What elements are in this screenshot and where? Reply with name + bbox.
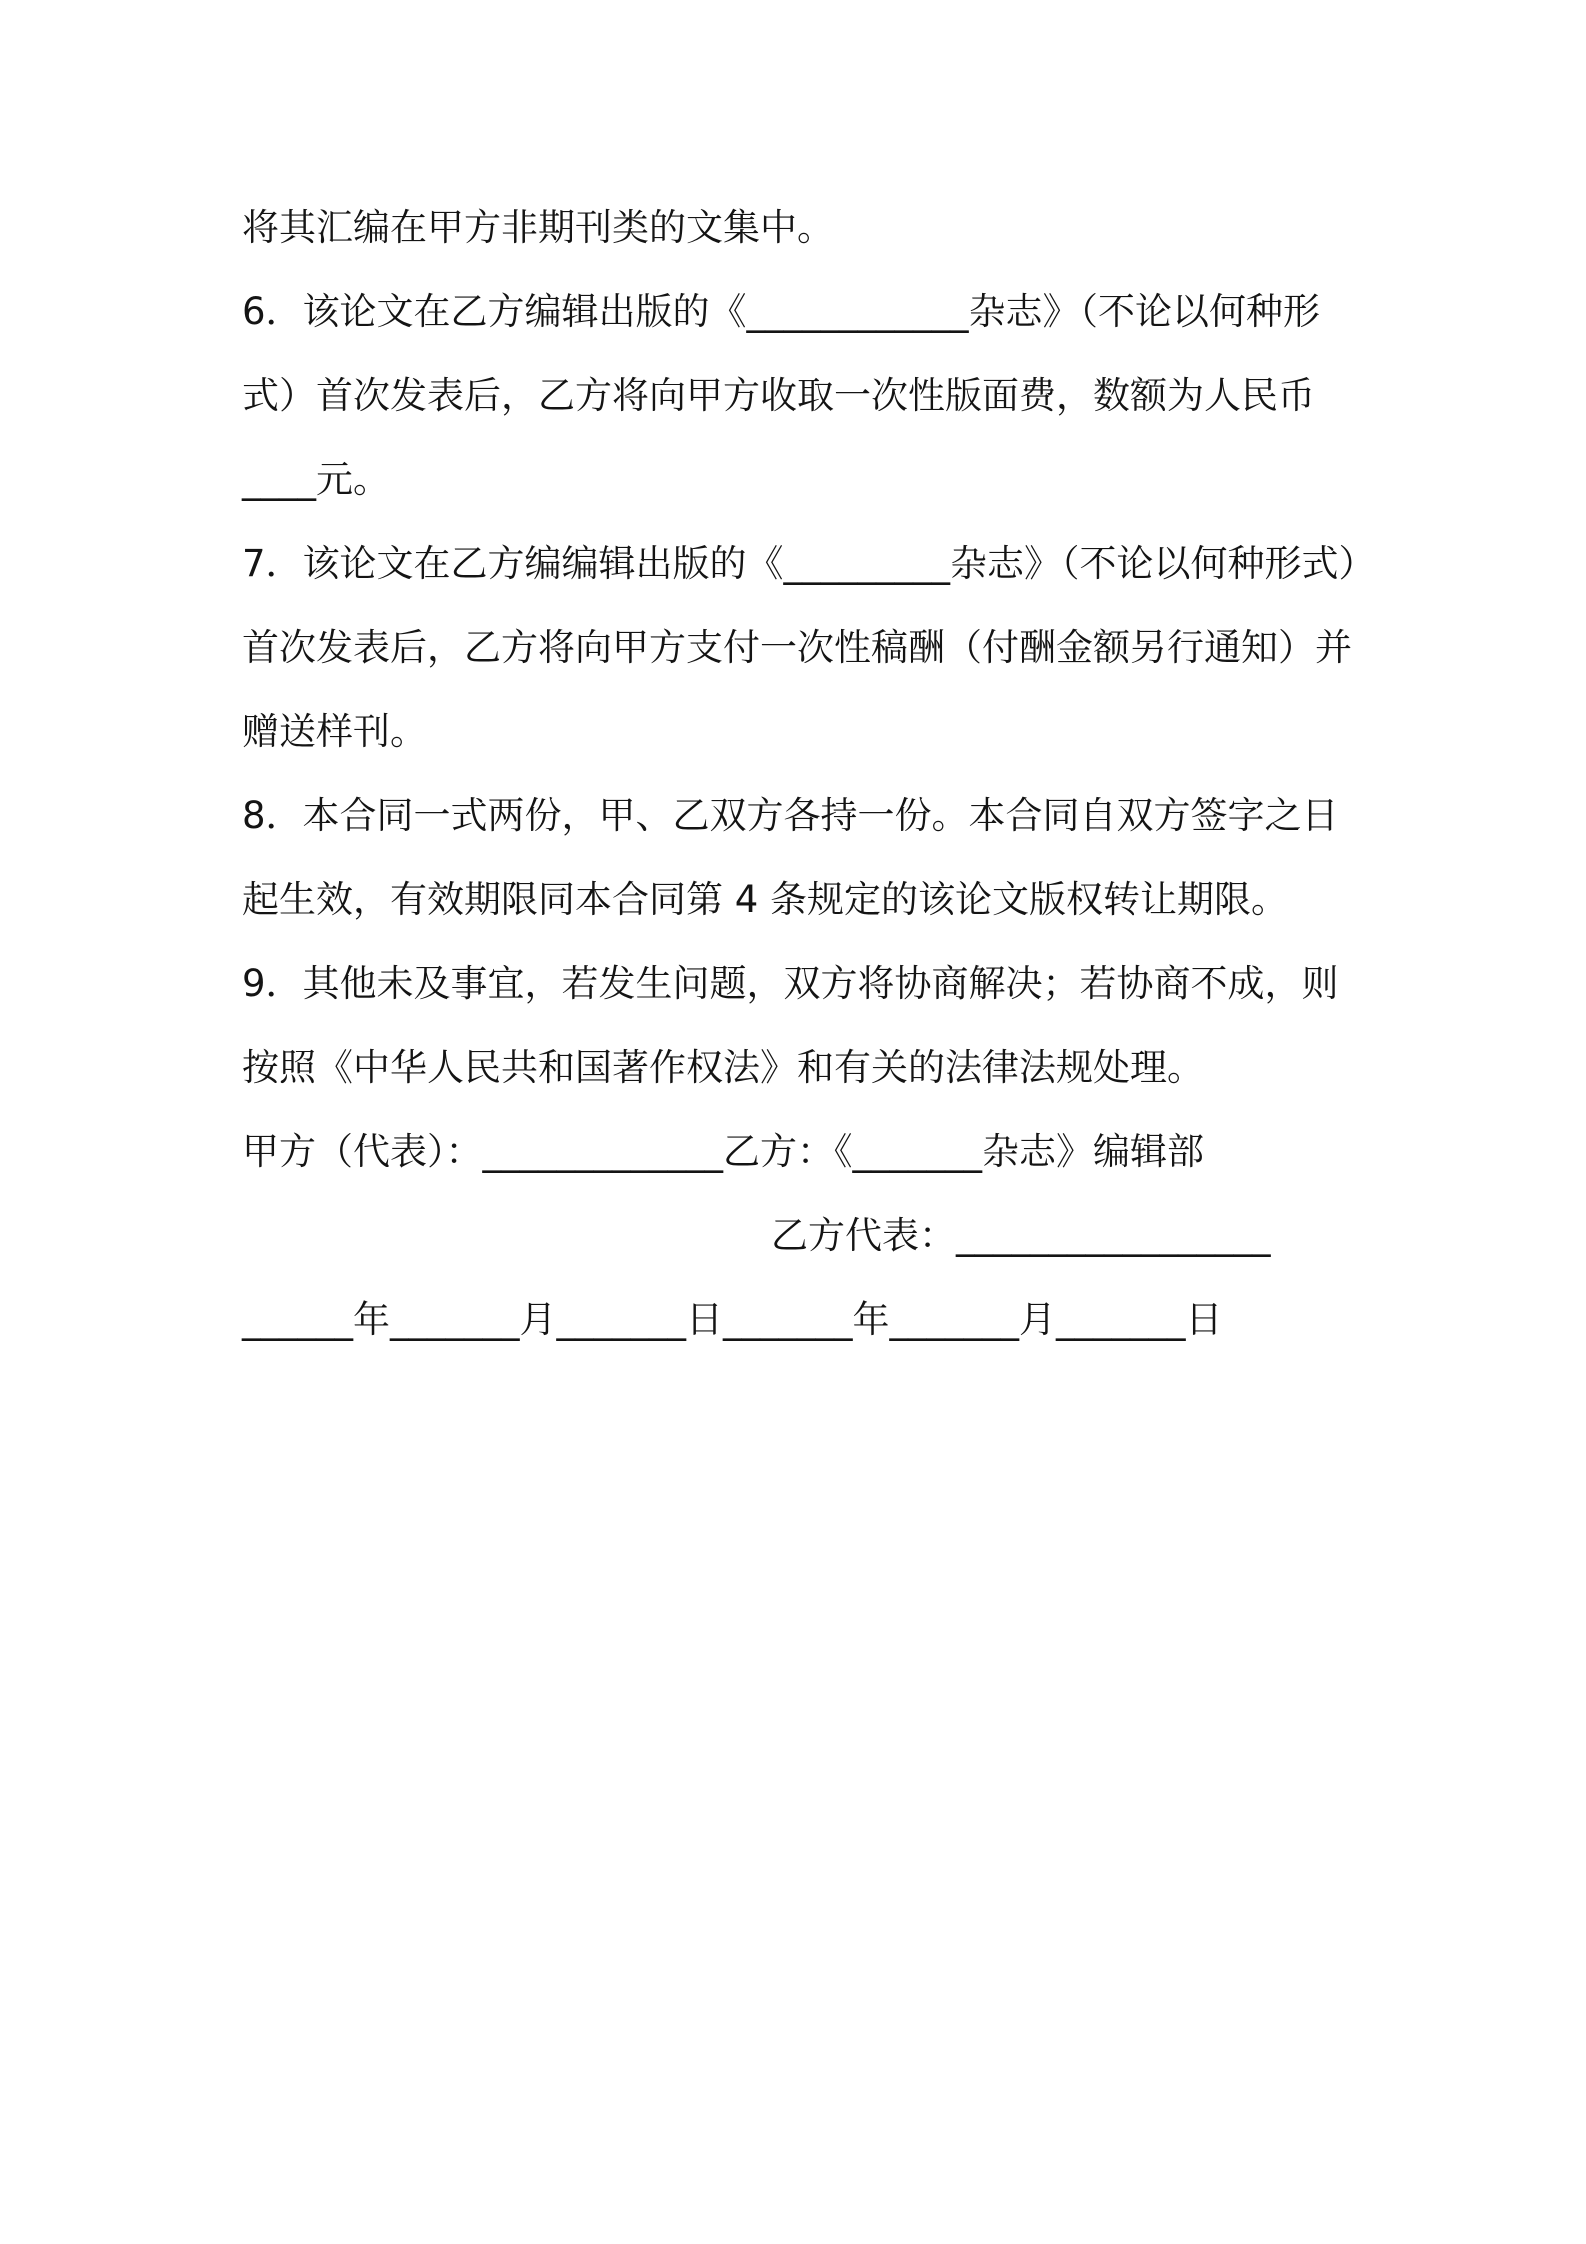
clause-6-line-2: 式）首次发表后，乙方将向甲方收取一次性版面费，数额为人民币 (242, 374, 1315, 417)
party-b-representative-line: 乙方代表：_________________ (771, 1214, 1271, 1257)
contract-body (242, 186, 1392, 1362)
clause-6-line-3: ____元。 (242, 458, 390, 501)
clause-7-line-2: 首次发表后，乙方将向甲方支付一次性稿酬（付酬金额另行通知）并 (242, 626, 1352, 669)
signature-date-line: ______年_______月_______日_______年_______月_______日 (242, 1298, 1223, 1341)
clause-6-line-1: 6．该论文在乙方编辑出版的《____________杂志》（不论以何种形 (242, 290, 1321, 333)
clause-8-line-2: 起生效，有效期限同本合同第 4 条规定的该论文版权转让期限。 (242, 878, 1289, 921)
clause-9-line-2: 按照《中华人民共和国著作权法》和有关的法律法规处理。 (242, 1046, 1204, 1089)
signature-parties-line: 甲方（代表）：_____________乙方：《_______杂志》编辑部 (242, 1130, 1204, 1173)
clause-5-end-line: 将其汇编在甲方非期刊类的文集中。 (242, 206, 834, 249)
clause-9-line-1: 9．其他未及事宜，若发生问题，双方将协商解决；若协商不成，则 (242, 962, 1339, 1005)
clause-7-line-1: 7．该论文在乙方编编辑出版的《_________杂志》（不论以何种形式） (242, 542, 1376, 585)
clause-8-line-1: 8．本合同一式两份，甲、乙双方各持一份。本合同自双方签字之日 (242, 794, 1339, 837)
clause-7-line-3: 赠送样刊。 (242, 710, 427, 753)
